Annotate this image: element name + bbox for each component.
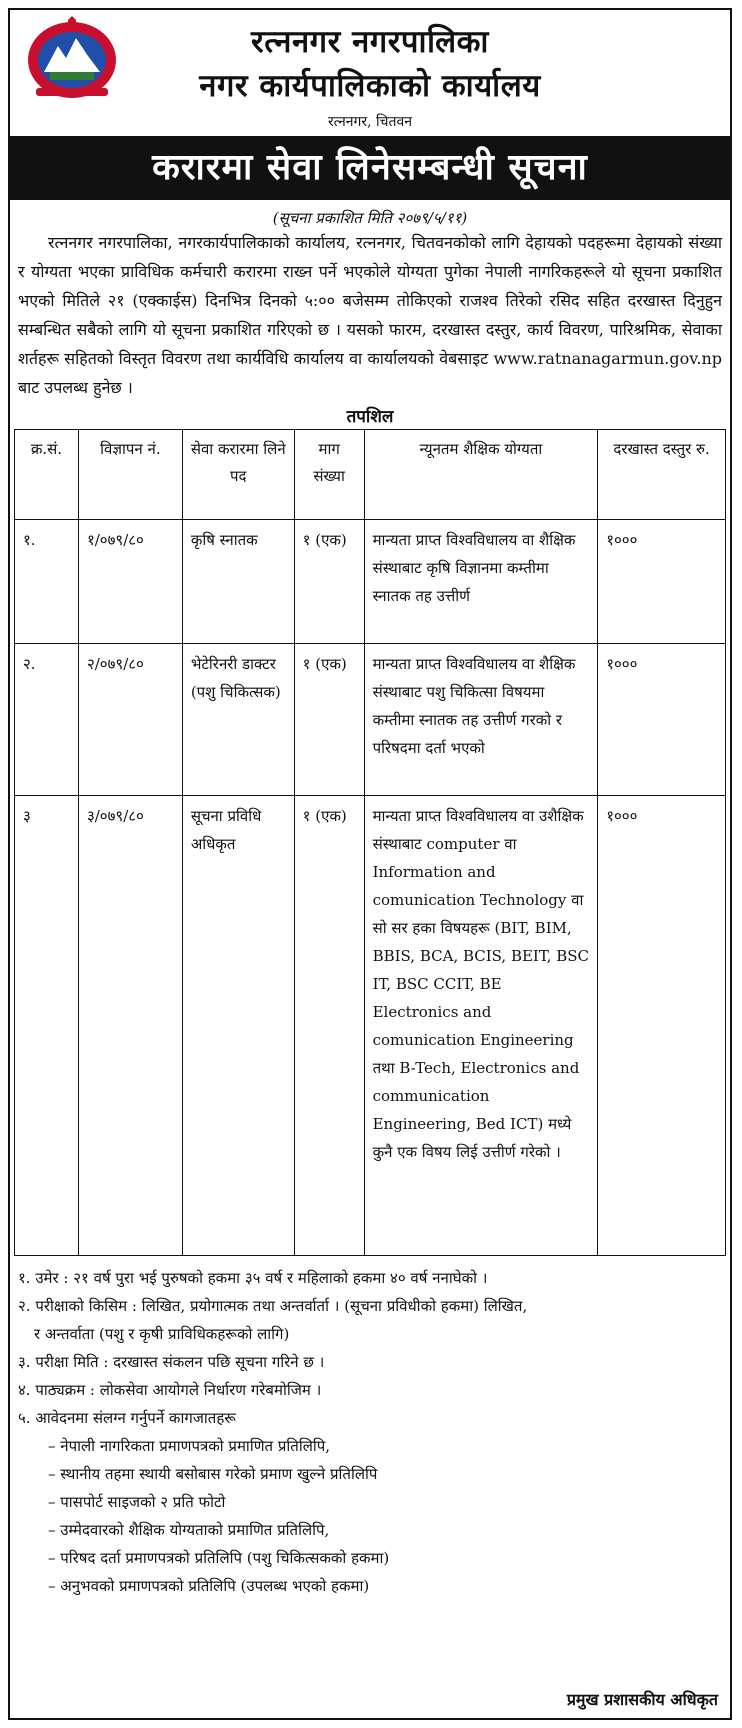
office-name: नगर कार्यपालिकाको कार्यालय — [199, 68, 541, 104]
cell-post: सूचना प्रविधि अधिकृत — [182, 796, 294, 1256]
office-address: रत्ननगर, चितवन — [327, 114, 413, 130]
note-age: १. उमेर : २१ वर्ष पुरा भई पुरुषको हकमा ३५ वर्ष र महिलाको हकमा ४० वर्ष ननाघेको । — [18, 1269, 488, 1287]
cell-qualification: मान्यता प्राप्त विश्वविधालय वा शैक्षिक संस्थाबाट कृषि विज्ञानमा कम्तीमा स्नातक तह उत्तीर्ण — [364, 520, 598, 644]
header-qualification: न्यूनतम शैक्षिक योग्यता — [364, 430, 598, 520]
note-documents-heading: ५. आवेदनमा संलग्न गर्नुपर्ने कागजातहरू — [18, 1409, 236, 1427]
cell-serial: २. — [15, 644, 79, 796]
header-ad-number: विज्ञापन नं. — [78, 430, 182, 520]
document-item: – उम्मेदवारको शैक्षिक योग्यताको प्रमाणित प्रतिलिपि, — [48, 1521, 330, 1539]
signatory-title: प्रमुख प्रशासकीय अधिकृत — [566, 1690, 718, 1709]
note-syllabus: ४. पाठ्यक्रम : लोकसेवा आयोगले निर्धारण गरेबमोजिम । — [18, 1381, 322, 1399]
table-title: तपशिल — [346, 407, 394, 427]
document-item: – नेपाली नागरिकता प्रमाणपत्रको प्रमाणित प्रतिलिपि, — [48, 1437, 331, 1455]
header-serial: क्र.सं. — [15, 430, 79, 520]
cell-fee: १००० — [598, 796, 726, 1256]
cell-ad-number: २/०७९/८० — [78, 644, 182, 796]
document-item: – स्थानीय तहमा स्थायी बसोबास गरेको प्रमाण खुल्ने प्रतिलिपि — [48, 1465, 378, 1483]
cell-serial: ३ — [15, 796, 79, 1256]
municipality-emblem-icon — [22, 16, 122, 102]
cell-ad-number: ३/०७९/८० — [78, 796, 182, 1256]
cell-ad-number: १/०७९/८० — [78, 520, 182, 644]
table-row — [15, 520, 726, 644]
vacancy-table — [14, 429, 726, 1256]
notes-section — [10, 1256, 730, 1600]
intro-paragraph: रत्ननगर नगरपालिका, नगरकार्यपालिकाको कार्यालय, रत्ननगर, चितवनकोको लागि देहायको पदहरूमा देहायको संख्या र योग्यता भएका प्राविधिक कर्मचारी करारमा राख्न पर्ने भएकोले योग्यता पुगेका नेपाली नागरिकहरूले यो सूचना प्रकाशित भएको मितिले २१ (एक्काईस) दिनभित्र दिनको ५:०० बजेसम्म तोकिएको राजश्व तिरेको रसिद सहित दरखास्त दिनुहुन सम्बन्धित सबैको लागि यो सूचना प्रकाशित गरिएको छ । यसको फारम, दरखास्त दस्तुर, कार्य विवरण, पारिश्रमिक, सेवाका शर्तहरू सहितको विस्तृत विवरण तथा कार्यविधि कार्यालय वा कार्यालयको वेबसाइट www.ratnanagarmun.gov.np बाट उपलब्ध हुनेछ । — [18, 233, 722, 397]
header-count: माग संख्या — [294, 430, 364, 520]
cell-fee: १००० — [598, 644, 726, 796]
document-item: – परिषद दर्ता प्रमाणपत्रको प्रतिलिपि (पशु चिकित्सकको हकमा) — [48, 1549, 390, 1567]
cell-count: १ (एक) — [294, 796, 364, 1256]
publish-date: (सूचना प्रकाशित मिति २०७९/५/११) — [272, 209, 468, 227]
notice-header — [10, 10, 730, 136]
cell-post: कृषि स्नातक — [182, 520, 294, 644]
cell-serial: १. — [15, 520, 79, 644]
table-header-row — [15, 430, 726, 520]
note-exam-date: ३. परीक्षा मिति : दरखास्त संकलन पछि सूचना गरिने छ । — [18, 1353, 325, 1371]
cell-qualification: मान्यता प्राप्त विश्वविधालय वा शैक्षिक संस्थाबाट पशु चिकित्सा विषयमा कम्तीमा स्नातक तह उत्तीर्ण गरको र परिषदमा दर्ता भएको — [364, 644, 598, 796]
notice-page — [8, 8, 732, 1720]
table-row — [15, 796, 726, 1256]
header-fee: दरखास्त दस्तुर रु. — [598, 430, 726, 520]
document-item: – पासपोर्ट साइजको २ प्रति फोटो — [48, 1493, 226, 1511]
cell-qualification: मान्यता प्राप्त विश्वविधालय वा उशैक्षिक संस्थाबाट computer वा Information and comunication Technology वा सो सर हका विषयहरू (BIT, BIM, BBIS, BCA, BCIS, BEIT, BSC IT, BSC CCIT, BE Electronics and comunication Engineering तथा B-Tech, Electronics and communication Engineering, Bed ICT) मध्ये कुनै एक विषय लिई उत्तीर्ण गरेको । — [364, 796, 598, 1256]
document-item: – अनुभवको प्रमाणपत्रको प्रतिलिपि (उपलब्ध भएको हकमा) — [48, 1577, 370, 1595]
cell-count: १ (एक) — [294, 644, 364, 796]
header-post: सेवा करारमा लिने पद — [182, 430, 294, 520]
cell-count: १ (एक) — [294, 520, 364, 644]
table-row — [15, 644, 726, 796]
cell-post: भेटेरिनरी डाक्टर (पशु चिकित्सक) — [182, 644, 294, 796]
note-exam-type-cont: र अन्तर्वाता (पशु र कृषी प्राविधिकहरूको लागि) — [34, 1325, 290, 1343]
cell-fee: १००० — [598, 520, 726, 644]
organization-name: रत्ननगर नगरपालिका — [251, 24, 489, 60]
note-exam-type: २. परीक्षाको किसिम : लिखित, प्रयोगात्मक तथा अन्तर्वार्ता । (सूचना प्रविधीको हकमा) लिखित, — [18, 1297, 528, 1315]
notice-title-banner: करारमा सेवा लिनेसम्बन्धी सूचना — [10, 136, 730, 200]
